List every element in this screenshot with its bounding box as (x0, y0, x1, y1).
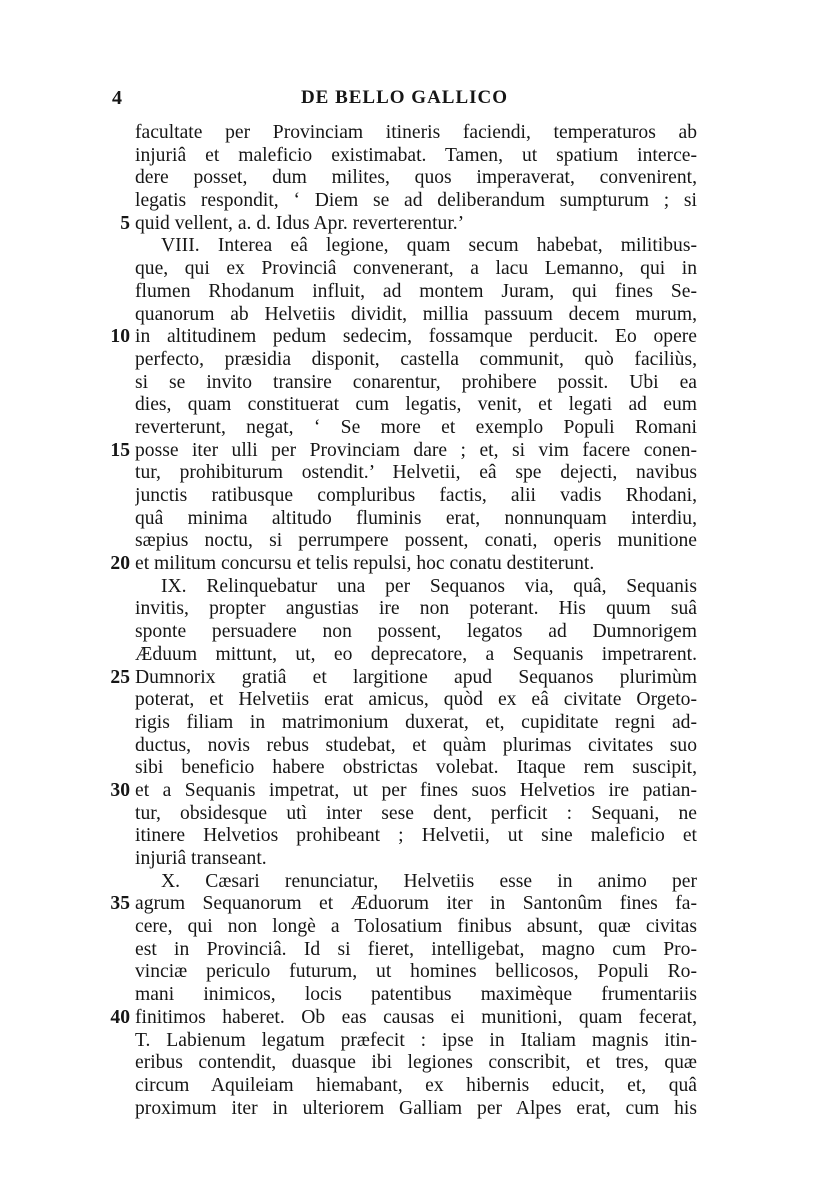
page-header (112, 84, 697, 112)
line-text: ductus, novis rebus studebat, et quàm plurimas civitates suo (135, 734, 697, 756)
line-number: 5 (120, 212, 130, 234)
line-text: que, qui ex Provinciâ convenerant, a lacu Lemanno, qui in (135, 258, 697, 280)
line-text: injuriâ et maleficio existimabat. Tamen, ut spatium interce- (135, 144, 697, 166)
line-text: IX. Relinquebatur una per Sequanos via, quâ, Sequanis (161, 575, 697, 597)
line-text: junctis ratibusque compluribus factis, alii vadis Rhodani, (135, 485, 697, 506)
text-line (0, 349, 840, 372)
text-line (0, 553, 840, 576)
text-line (0, 644, 840, 667)
text-line (0, 167, 840, 190)
text-line (0, 1075, 840, 1098)
line-text: sæpius noctu, si perrumpere possent, conati, operis munitione (135, 530, 697, 552)
text-line (0, 462, 840, 485)
line-text: et militum concursu et telis repulsi, hoc conatu destiterunt. (135, 553, 595, 575)
line-text: dies, quam constituerat cum legatis, venit, et legati ad eum (135, 394, 697, 416)
text-line (0, 780, 840, 803)
line-text: quid vellent, a. d. Idus Apr. reverterentur.’ (135, 212, 465, 234)
line-text: invitis, propter angustias ire non poterant. His quum suâ (135, 598, 697, 620)
text-line (0, 735, 840, 758)
line-number: 15 (110, 439, 130, 461)
text-line (0, 145, 840, 168)
text-line (0, 757, 840, 780)
text-line (0, 190, 840, 213)
line-text: eribus contendit, duasque ibi legiones conscribit, et tres, quæ (135, 1052, 697, 1074)
line-text: X. Cæsari renunciatur, Helvetiis esse in animo per (161, 870, 697, 892)
text-line (0, 530, 840, 553)
line-text: finitimos haberet. Ob eas causas ei munitioni, quam fecerat, (135, 1006, 697, 1028)
text-line (0, 825, 840, 848)
line-number: 25 (110, 666, 130, 688)
text-line (0, 893, 840, 916)
line-text: Æduum mittunt, ut, eo deprecatore, a Sequanis impetrarent. (135, 643, 697, 665)
line-text: cere, qui non longè a Tolosatium finibus absunt, quæ civitas (135, 916, 697, 938)
text-line (0, 712, 840, 735)
text-line (0, 1030, 840, 1053)
text-line (0, 235, 840, 258)
text-line (0, 1052, 840, 1075)
line-text: si se invito transire conarentur, prohibere possit. Ubi ea (135, 371, 697, 393)
line-text: est in Provinciâ. Id si fieret, intelligebat, magno cum Pro- (135, 938, 697, 960)
text-line (0, 961, 840, 984)
line-text: flumen Rhodanum influit, ad montem Juram, qui fines Se- (135, 280, 697, 302)
text-line (0, 1098, 840, 1121)
text-line (0, 848, 840, 871)
line-text: legatis respondit, ‘ Diem se ad deliberandum sumpturum ; si (135, 190, 697, 212)
line-text: vinciæ periculo futurum, ut homines bellicosos, Populi Ro- (135, 961, 697, 983)
text-line (0, 485, 840, 508)
line-text: VIII. Interea eâ legione, quam secum habebat, militibus- (161, 235, 697, 257)
line-text: circum Aquileiam hiemabant, ex hibernis educit, et, quâ (135, 1074, 697, 1096)
text-line (0, 598, 840, 621)
text-line (0, 394, 840, 417)
text-line (0, 689, 840, 712)
line-text: et a Sequanis impetrat, ut per fines suos Helvetios ire patian- (135, 779, 697, 801)
text-line (0, 621, 840, 644)
text-line (0, 304, 840, 327)
line-text: sibi beneficio habere obstrictas volebat. Itaque rem suscipit, (135, 757, 697, 779)
line-text: posse iter ulli per Provinciam dare ; et, si vim facere conen- (135, 439, 697, 461)
line-text: perfecto, præsidia disponit, castella communit, quò faciliùs, (135, 348, 697, 370)
text-line (0, 984, 840, 1007)
line-text: proximum iter in ulteriorem Galliam per Alpes erat, cum his (135, 1097, 697, 1119)
page-number: 4 (112, 87, 122, 109)
line-number: 10 (110, 326, 130, 348)
text-line (0, 916, 840, 939)
line-text: facultate per Provinciam itineris faciendi, temperaturos ab (135, 122, 697, 143)
text-line (0, 939, 840, 962)
line-text: injuriâ transeant. (135, 848, 267, 869)
text-line (0, 213, 840, 236)
text-line (0, 576, 840, 599)
text-line (0, 440, 840, 463)
line-number: 30 (110, 779, 130, 801)
line-text: mani inimicos, locis patentibus maximèque frumentariis (135, 984, 697, 1006)
line-number: 20 (110, 553, 130, 575)
line-text: quanorum ab Helvetiis dividit, millia passuum decem murum, (135, 303, 697, 325)
line-text: quâ minima altitudo fluminis erat, nonnunquam interdiu, (135, 507, 697, 529)
text-line (0, 417, 840, 440)
line-text: poterat, et Helvetiis erat amicus, quòd ex eâ civitate Orgeto- (135, 689, 697, 711)
line-text: dere posset, dum milites, quos imperaverat, convenirent, (135, 167, 697, 189)
line-text: T. Labienum legatum præfecit : ipse in Italiam magnis itin- (135, 1029, 697, 1051)
running-title: DE BELLO GALLICO (300, 87, 509, 108)
text-line (0, 803, 840, 826)
text-line (0, 667, 840, 690)
line-text: tur, obsidesque utì inter sese dent, perficit : Sequani, ne (135, 802, 697, 824)
text-line (0, 1007, 840, 1030)
text-line (0, 326, 840, 349)
line-text: tur, prohibiturum ostendit.’ Helvetii, eâ spe dejecti, navibus (135, 462, 697, 484)
line-text: itinere Helvetios prohibeant ; Helvetii, ut sine maleficio et (135, 825, 697, 847)
line-text: in altitudinem pedum sedecim, fossamque perducit. Eo opere (135, 326, 697, 348)
text-line (0, 281, 840, 304)
line-number: 35 (110, 893, 130, 915)
text-line (0, 871, 840, 894)
line-text: reverterunt, negat, ‘ Se more et exemplo Populi Romani (135, 416, 697, 438)
text-line (0, 372, 840, 395)
line-text: sponte persuadere non possent, legatos ad Dumnorigem (135, 621, 697, 643)
line-text: agrum Sequanorum et Æduorum iter in Santonûm fines fa- (135, 893, 697, 915)
line-number: 40 (110, 1006, 130, 1028)
body-text (0, 122, 840, 1120)
text-line (0, 258, 840, 281)
text-line (0, 508, 840, 531)
line-text: Dumnorix gratiâ et largitione apud Sequanos plurimùm (135, 666, 697, 688)
text-line (0, 122, 840, 145)
line-text: rigis filiam in matrimonium duxerat, et, cupiditate regni ad- (135, 711, 697, 733)
